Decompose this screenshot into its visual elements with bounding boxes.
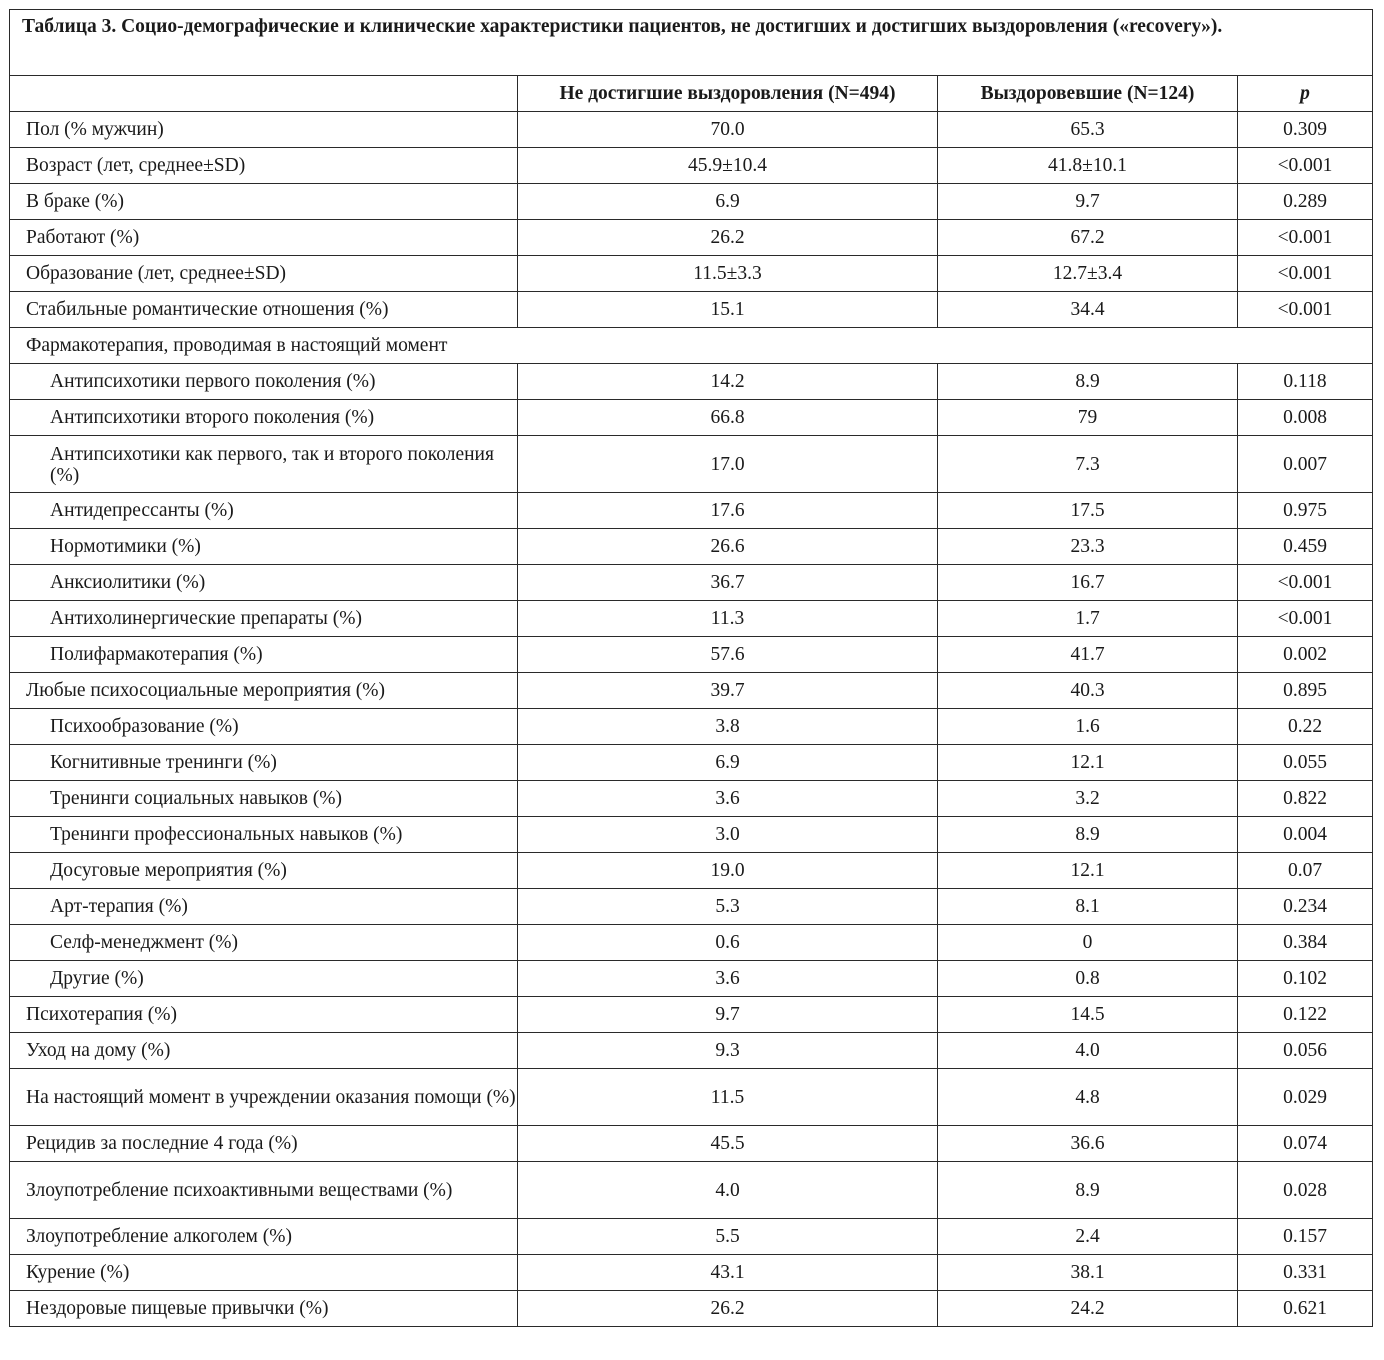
cell-recovered: 12.7±3.4	[938, 256, 1238, 292]
row-label: Антихолинергические препараты (%)	[10, 601, 518, 637]
cell-recovered: 67.2	[938, 220, 1238, 256]
table-row	[10, 889, 1373, 925]
cell-recovered: 8.1	[938, 889, 1238, 925]
cell-recovered: 7.3	[938, 436, 1238, 493]
cell-recovered: 8.9	[938, 817, 1238, 853]
row-label: Досуговые мероприятия (%)	[10, 853, 518, 889]
cell-p-value: 0.22	[1238, 709, 1373, 745]
cell-recovered: 8.9	[938, 364, 1238, 400]
cell-p-value: 0.008	[1238, 400, 1373, 436]
cell-p-value: 0.004	[1238, 817, 1373, 853]
cell-recovered: 14.5	[938, 997, 1238, 1033]
cell-p-value: <0.001	[1238, 292, 1373, 328]
header-not-recovered: Не достигшие выздоровления (N=494)	[518, 76, 938, 112]
row-label: Психообразование (%)	[10, 709, 518, 745]
row-label: Курение (%)	[10, 1255, 518, 1291]
cell-p-value: <0.001	[1238, 256, 1373, 292]
cell-not-recovered: 0.6	[518, 925, 938, 961]
cell-not-recovered: 45.5	[518, 1126, 938, 1162]
header-label-column	[10, 76, 518, 112]
cell-not-recovered: 14.2	[518, 364, 938, 400]
row-label: Злоупотребление психоактивными веществами (%)	[10, 1162, 518, 1219]
row-label: Работают (%)	[10, 220, 518, 256]
cell-recovered: 17.5	[938, 493, 1238, 529]
cell-recovered: 65.3	[938, 112, 1238, 148]
cell-p-value: 0.895	[1238, 673, 1373, 709]
cell-not-recovered: 26.2	[518, 220, 938, 256]
table-row	[10, 1069, 1373, 1126]
cell-not-recovered: 9.3	[518, 1033, 938, 1069]
table-row	[10, 781, 1373, 817]
row-label: Селф-менеджмент (%)	[10, 925, 518, 961]
row-label: В браке (%)	[10, 184, 518, 220]
cell-p-value: 0.331	[1238, 1255, 1373, 1291]
cell-p-value: 0.309	[1238, 112, 1373, 148]
cell-recovered: 24.2	[938, 1291, 1238, 1327]
cell-not-recovered: 3.6	[518, 781, 938, 817]
cell-not-recovered: 17.0	[518, 436, 938, 493]
table-row	[10, 853, 1373, 889]
cell-p-value: 0.055	[1238, 745, 1373, 781]
cell-p-value: 0.975	[1238, 493, 1373, 529]
cell-p-value: <0.001	[1238, 601, 1373, 637]
cell-not-recovered: 39.7	[518, 673, 938, 709]
table-body	[10, 112, 1373, 1327]
cell-not-recovered: 11.5±3.3	[518, 256, 938, 292]
cell-recovered: 41.8±10.1	[938, 148, 1238, 184]
cell-not-recovered: 6.9	[518, 184, 938, 220]
cell-recovered: 0.8	[938, 961, 1238, 997]
cell-p-value: 0.102	[1238, 961, 1373, 997]
table-caption: Таблица 3. Социо-демографические и клинические характеристики пациентов, не достигших и достигших выздоровления («recovery»).	[10, 10, 1373, 76]
cell-recovered: 34.4	[938, 292, 1238, 328]
row-label: Психотерапия (%)	[10, 997, 518, 1033]
table-row	[10, 400, 1373, 436]
cell-recovered: 1.6	[938, 709, 1238, 745]
row-label: Когнитивные тренинги (%)	[10, 745, 518, 781]
cell-recovered: 0	[938, 925, 1238, 961]
cell-p-value: <0.001	[1238, 565, 1373, 601]
table-row	[10, 184, 1373, 220]
cell-recovered: 2.4	[938, 1219, 1238, 1255]
cell-p-value: 0.074	[1238, 1126, 1373, 1162]
row-label: Арт-терапия (%)	[10, 889, 518, 925]
cell-not-recovered: 5.3	[518, 889, 938, 925]
data-table	[9, 9, 1373, 1327]
table-row	[10, 436, 1373, 493]
table-row	[10, 601, 1373, 637]
row-label: Антипсихотики первого поколения (%)	[10, 364, 518, 400]
table-row	[10, 1255, 1373, 1291]
table-row	[10, 1033, 1373, 1069]
table-row	[10, 529, 1373, 565]
cell-recovered: 8.9	[938, 1162, 1238, 1219]
cell-not-recovered: 11.3	[518, 601, 938, 637]
cell-p-value: 0.029	[1238, 1069, 1373, 1126]
table-row	[10, 493, 1373, 529]
table-row	[10, 637, 1373, 673]
cell-not-recovered: 9.7	[518, 997, 938, 1033]
row-label: Антипсихотики второго поколения (%)	[10, 400, 518, 436]
cell-p-value: 0.157	[1238, 1219, 1373, 1255]
table-row	[10, 745, 1373, 781]
cell-p-value: <0.001	[1238, 148, 1373, 184]
row-label: Рецидив за последние 4 года (%)	[10, 1126, 518, 1162]
cell-p-value: 0.002	[1238, 637, 1373, 673]
row-label: Полифармакотерапия (%)	[10, 637, 518, 673]
table-row	[10, 112, 1373, 148]
row-label: Антидепрессанты (%)	[10, 493, 518, 529]
cell-recovered: 12.1	[938, 853, 1238, 889]
cell-recovered: 3.2	[938, 781, 1238, 817]
document-page	[9, 9, 1372, 1327]
cell-not-recovered: 45.9±10.4	[518, 148, 938, 184]
cell-not-recovered: 4.0	[518, 1162, 938, 1219]
cell-not-recovered: 26.2	[518, 1291, 938, 1327]
cell-p-value: 0.459	[1238, 529, 1373, 565]
table-row	[10, 817, 1373, 853]
header-recovered: Выздоровевшие (N=124)	[938, 76, 1238, 112]
row-label: Уход на дому (%)	[10, 1033, 518, 1069]
cell-not-recovered: 3.0	[518, 817, 938, 853]
cell-not-recovered: 43.1	[518, 1255, 938, 1291]
cell-not-recovered: 70.0	[518, 112, 938, 148]
cell-p-value: 0.384	[1238, 925, 1373, 961]
cell-p-value: 0.234	[1238, 889, 1373, 925]
row-label: Пол (% мужчин)	[10, 112, 518, 148]
cell-not-recovered: 15.1	[518, 292, 938, 328]
cell-recovered: 40.3	[938, 673, 1238, 709]
row-label: Нормотимики (%)	[10, 529, 518, 565]
header-p-value: p	[1238, 76, 1373, 112]
row-label: На настоящий момент в учреждении оказания помощи (%)	[10, 1069, 518, 1126]
cell-not-recovered: 6.9	[518, 745, 938, 781]
cell-recovered: 9.7	[938, 184, 1238, 220]
cell-p-value: 0.822	[1238, 781, 1373, 817]
table-row	[10, 673, 1373, 709]
row-label: Тренинги социальных навыков (%)	[10, 781, 518, 817]
row-label: Другие (%)	[10, 961, 518, 997]
table-row	[10, 364, 1373, 400]
cell-recovered: 4.0	[938, 1033, 1238, 1069]
row-label: Образование (лет, среднее±SD)	[10, 256, 518, 292]
row-label: Антипсихотики как первого, так и второго поколения (%)	[10, 436, 518, 493]
table-row	[10, 256, 1373, 292]
table-row	[10, 565, 1373, 601]
section-row	[10, 328, 1373, 364]
table-row	[10, 997, 1373, 1033]
row-label: Нездоровые пищевые привычки (%)	[10, 1291, 518, 1327]
row-label: Злоупотребление алкоголем (%)	[10, 1219, 518, 1255]
cell-not-recovered: 17.6	[518, 493, 938, 529]
table-row	[10, 709, 1373, 745]
cell-recovered: 36.6	[938, 1126, 1238, 1162]
table-row	[10, 925, 1373, 961]
cell-p-value: 0.289	[1238, 184, 1373, 220]
cell-recovered: 41.7	[938, 637, 1238, 673]
cell-not-recovered: 66.8	[518, 400, 938, 436]
row-label: Тренинги профессиональных навыков (%)	[10, 817, 518, 853]
cell-recovered: 16.7	[938, 565, 1238, 601]
cell-recovered: 38.1	[938, 1255, 1238, 1291]
cell-not-recovered: 36.7	[518, 565, 938, 601]
cell-not-recovered: 3.6	[518, 961, 938, 997]
cell-p-value: 0.056	[1238, 1033, 1373, 1069]
cell-p-value: 0.07	[1238, 853, 1373, 889]
cell-recovered: 23.3	[938, 529, 1238, 565]
cell-not-recovered: 3.8	[518, 709, 938, 745]
row-label: Любые психосоциальные мероприятия (%)	[10, 673, 518, 709]
cell-not-recovered: 19.0	[518, 853, 938, 889]
row-label: Стабильные романтические отношения (%)	[10, 292, 518, 328]
section-label: Фармакотерапия, проводимая в настоящий момент	[10, 328, 1373, 364]
cell-recovered: 1.7	[938, 601, 1238, 637]
cell-not-recovered: 5.5	[518, 1219, 938, 1255]
cell-recovered: 4.8	[938, 1069, 1238, 1126]
cell-p-value: 0.122	[1238, 997, 1373, 1033]
table-row	[10, 1219, 1373, 1255]
table-row	[10, 1291, 1373, 1327]
cell-p-value: 0.118	[1238, 364, 1373, 400]
cell-p-value: 0.007	[1238, 436, 1373, 493]
cell-not-recovered: 11.5	[518, 1069, 938, 1126]
cell-p-value: 0.028	[1238, 1162, 1373, 1219]
row-label: Возраст (лет, среднее±SD)	[10, 148, 518, 184]
table-row	[10, 292, 1373, 328]
table-row	[10, 1162, 1373, 1219]
cell-p-value: 0.621	[1238, 1291, 1373, 1327]
row-label: Анксиолитики (%)	[10, 565, 518, 601]
cell-recovered: 12.1	[938, 745, 1238, 781]
cell-p-value: <0.001	[1238, 220, 1373, 256]
table-row	[10, 961, 1373, 997]
cell-not-recovered: 26.6	[518, 529, 938, 565]
table-row	[10, 148, 1373, 184]
table-row	[10, 220, 1373, 256]
cell-not-recovered: 57.6	[518, 637, 938, 673]
table-row	[10, 1126, 1373, 1162]
cell-recovered: 79	[938, 400, 1238, 436]
